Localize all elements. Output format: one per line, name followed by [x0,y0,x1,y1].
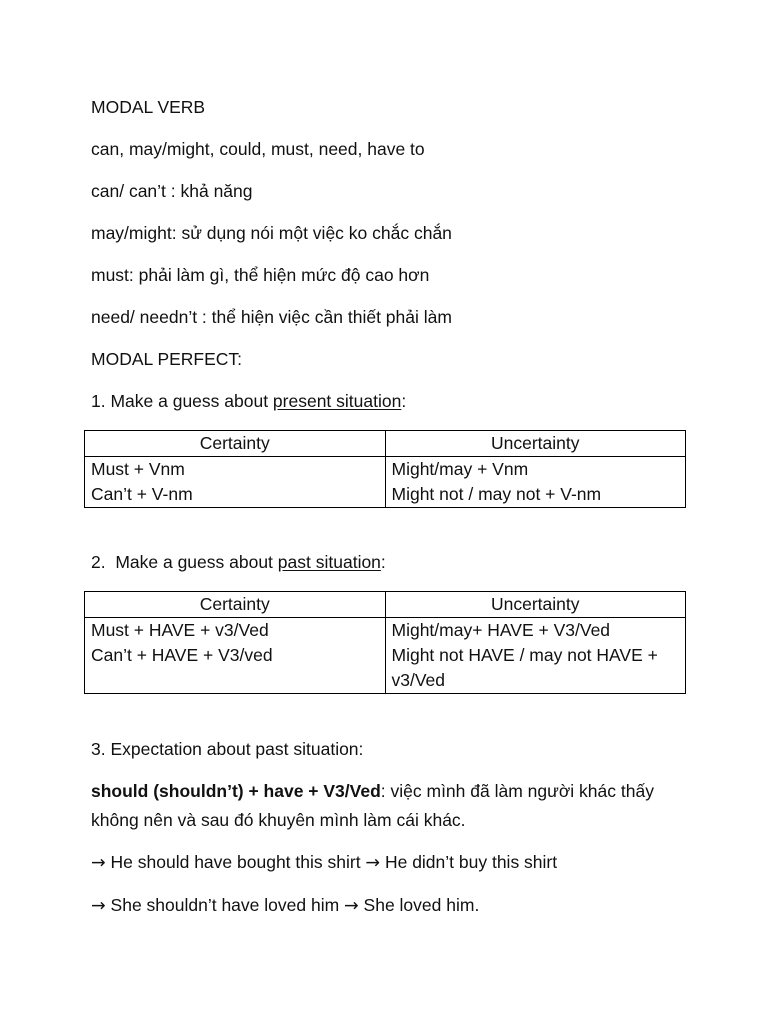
arrow-right-icon: → [365,853,381,873]
uncertainty-cell [385,618,686,694]
example-result: He didn’t buy this shirt [380,852,558,872]
example-sentence: He should have bought this shirt [105,852,366,872]
should-rule-formula: should (shouldn’t) + have + V3/Ved [91,781,381,801]
table-header-row [85,592,686,618]
section3-heading: 3. Expectation about past situation: [91,739,364,759]
cell-text: Might not / may not + V-nm [391,484,602,504]
section1-prefix: 1. Make a guess about [91,391,273,411]
past-situation-table [84,591,686,694]
table-header-row [85,431,686,457]
arrow-right-icon: → [344,896,359,916]
header-uncertainty: Uncertainty [385,592,686,618]
cell-text: Can’t + V-nm [91,484,193,504]
example-2 [91,894,479,917]
should-rule-explanation: : việc mình đã làm người khác thấy [380,781,654,801]
header-certainty: Certainty [85,592,386,618]
section1-suffix: : [401,391,407,411]
cell-text: Must + Vnm [91,459,185,479]
should-rule-line1 [91,780,654,802]
section2-underlined: past situation [277,552,381,572]
modal-perfect-heading: MODAL PERFECT: [91,349,243,369]
cell-text: Might not HAVE / may not HAVE + v3/Ved [391,645,658,690]
cell-text: Might/may+ HAVE + V3/Ved [391,620,611,640]
certainty-cell [85,618,386,694]
certainty-cell [85,457,386,508]
modal-verb-list: can, may/might, could, must, need, have to [91,139,425,159]
header-uncertainty: Uncertainty [385,431,686,457]
table-row [85,618,686,694]
example-1 [91,851,557,874]
example-sentence: She shouldn’t have loved him [105,895,345,915]
definition-can: can/ can’t : khả năng [91,181,253,201]
definition-must: must: phải làm gì, thể hiện mức độ cao hơn [91,265,430,285]
present-situation-table [84,430,686,508]
cell-text: Must + HAVE + v3/Ved [91,620,269,640]
arrow-right-icon: → [91,853,106,873]
section2-suffix: : [380,552,386,572]
section1-heading [91,390,406,412]
section2-prefix: 2. Make a guess about [91,552,278,572]
should-rule-line2: không nên và sau đó khuyên mình làm cái khác. [91,810,466,830]
example-result: She loved him. [358,895,480,915]
cell-text: Might/may + Vnm [391,459,529,479]
arrow-right-icon: → [91,896,106,916]
section1-underlined: present situation [272,391,402,411]
uncertainty-cell [385,457,686,508]
definition-may-might: may/might: sử dụng nói một việc ko chắc chắn [91,223,452,243]
definition-need: need/ needn’t : thể hiện việc cần thiết phải làm [91,307,452,327]
header-certainty: Certainty [85,431,386,457]
document-heading: MODAL VERB [91,97,206,117]
section2-heading [91,551,386,573]
cell-text: Can’t + HAVE + V3/ved [91,645,273,665]
table-row [85,457,686,508]
